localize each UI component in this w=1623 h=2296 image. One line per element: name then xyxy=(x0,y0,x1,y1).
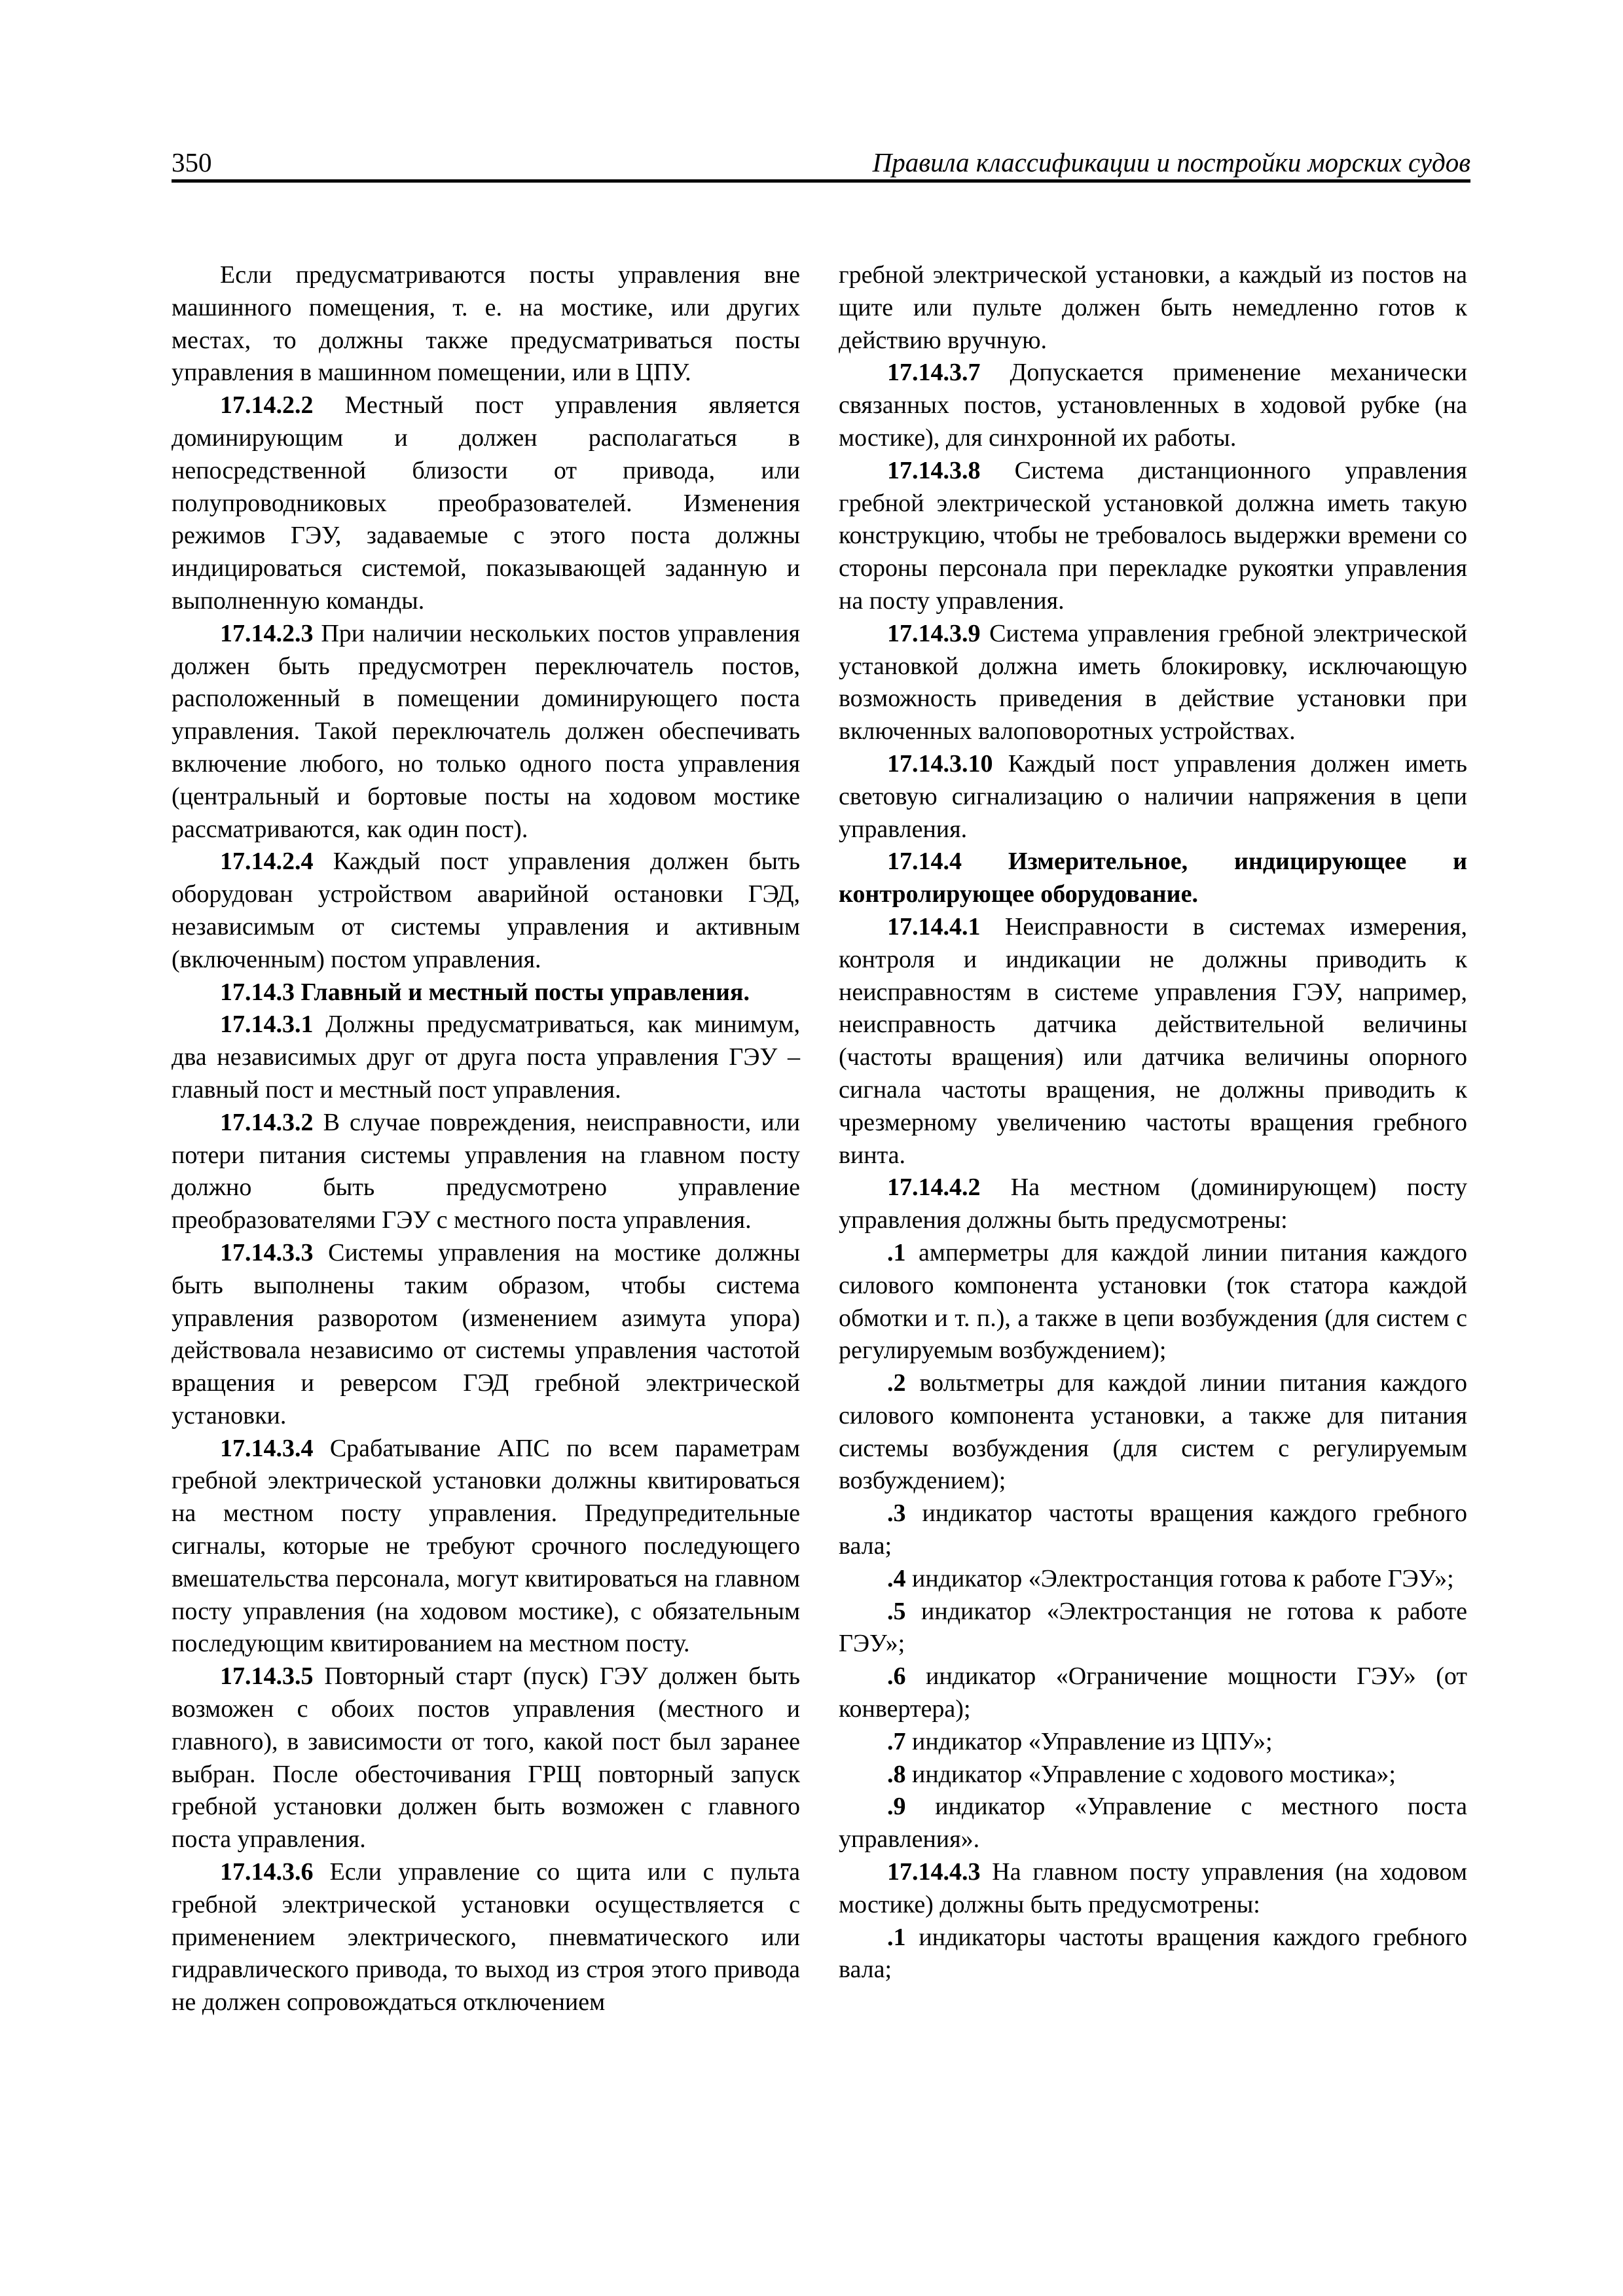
paragraph-text: Должны предусматриваться, как минимум, два независимых друг от друга поста управления ГЭУ – главный пост и местный пост управления. xyxy=(172,1011,800,1103)
list-item-text: индикатор частоты вращения каждого гребного вала; xyxy=(839,1499,1467,1560)
item-number: .8 xyxy=(887,1760,906,1788)
item-number: .7 xyxy=(887,1727,906,1755)
page-number: 350 xyxy=(172,147,212,177)
paragraph xyxy=(172,389,800,618)
section-heading xyxy=(172,977,800,1009)
clause-number: 17.14.4.1 xyxy=(887,912,981,941)
list-item xyxy=(839,1498,1467,1563)
paragraph xyxy=(172,1009,800,1106)
paragraph-text: На местном (доминирующем) посту управления должны быть предусмотрены: xyxy=(839,1174,1467,1234)
paragraph-text: Системы управления на мостике должны быть выполнены таким образом, чтобы система управления разворотом (изменением азимута упора) действовала независимо от системы управления частотой вращения и реверсом ГЭД гребной электрической установки. xyxy=(172,1238,800,1429)
paragraph xyxy=(172,1237,800,1433)
paragraph xyxy=(172,1660,800,1856)
clause-number: 17.14.3.10 xyxy=(887,749,993,778)
paragraph xyxy=(839,357,1467,454)
list-item xyxy=(839,1791,1467,1856)
list-item xyxy=(839,1237,1467,1367)
item-number: .2 xyxy=(887,1369,906,1397)
list-item xyxy=(839,1596,1467,1661)
clause-number: 17.14.3.1 xyxy=(220,1011,314,1039)
clause-number: 17.14.3.6 xyxy=(220,1858,314,1886)
paragraph xyxy=(172,618,800,846)
list-item xyxy=(839,1759,1467,1791)
paragraph-text: На главном посту управления (на ходовом мостике) должны быть предусмотрены: xyxy=(839,1858,1467,1918)
paragraph xyxy=(839,259,1467,357)
list-item xyxy=(839,1660,1467,1726)
item-number: .1 xyxy=(887,1238,906,1266)
item-number: .3 xyxy=(887,1499,906,1528)
paragraph xyxy=(839,748,1467,846)
item-number: .5 xyxy=(887,1597,906,1625)
paragraph xyxy=(172,1433,800,1661)
paragraph xyxy=(839,911,1467,1172)
clause-number: 17.14.3.2 xyxy=(220,1108,314,1136)
clause-number: 17.14.3.4 xyxy=(220,1434,314,1462)
paragraph xyxy=(839,1172,1467,1237)
clause-number: 17.14.3.5 xyxy=(220,1662,314,1691)
list-item xyxy=(839,1563,1467,1596)
paragraph-text: Повторный старт (пуск) ГЭУ должен быть возможен с обоих постов управления (местного и главного), в зависимости от того, какой пост был заранее выбран. После обесточивания ГРЩ повторный запуск гребной установки должен быть возможен с главного поста управления. xyxy=(172,1662,800,1854)
clause-number: 17.14.3.8 xyxy=(887,456,981,484)
list-item xyxy=(839,1367,1467,1498)
paragraph-text: Каждый пост управления должен быть оборудован устройством аварийной остановки ГЭД, независимым от системы управления и активным (включенным) постом управления. xyxy=(172,848,800,973)
page-header xyxy=(172,145,1470,178)
list-item-text: индикаторы частоты вращения каждого гребного вала; xyxy=(839,1923,1467,1984)
list-item-text: вольтметры для каждой линии питания каждого силового компонента установки, а также для питания системы возбуждения (для систем с регулируемым возбуждением); xyxy=(839,1369,1467,1495)
paragraph xyxy=(839,618,1467,748)
clause-number: 17.14.2.4 xyxy=(220,848,314,876)
list-item-text: амперметры для каждой линии питания каждого силового компонента установки (ток статора каждой обмотки и т. п.), а также в цепи возбуждения (для систем с регулируемым возбуждением); xyxy=(839,1238,1467,1365)
paragraph-text: Если управление со щита или с пульта гребной электрической установки осуществляется с применением электрического, пневматического или гидравлического привода, то выход из строя этого привода не должен сопровождаться отключением xyxy=(172,1858,800,2017)
paragraph-text: Каждый пост управления должен иметь световую сигнализацию о наличии напряжения в цепи управления. xyxy=(839,749,1467,843)
clause-number: 17.14.2.3 xyxy=(220,619,314,647)
paragraph xyxy=(839,455,1467,618)
section-heading-text: 17.14.3 Главный и местный посты управления. xyxy=(220,978,750,1006)
header-rule xyxy=(172,179,1470,183)
clause-number: 17.14.3.9 xyxy=(887,619,981,647)
right-column xyxy=(839,259,1467,1986)
paragraph-text: Местный пост управления является доминирующим и должен располагаться в непосредственной близости от привода, или полупроводниковых преобразователей. Изменения режимов ГЭУ, задаваемые с этого поста должны индицироваться системой, показывающей заданную и выполненную команды. xyxy=(172,391,800,615)
paragraph xyxy=(172,1107,800,1237)
running-title: Правила классификации и постройки морских судов xyxy=(872,147,1470,177)
paragraph-text: Неисправности в системах измерения, контроля и индикации не должны приводить к неисправностям в системе управления ГЭУ, например, неисправность датчика действительной величины (частоты вращения) или датчика величины опорного сигнала частоты вращения, не должны приводить к чрезмерному увеличению частоты вращения гребного винта. xyxy=(839,912,1467,1169)
paragraph xyxy=(172,1856,800,2019)
item-number: .1 xyxy=(887,1923,906,1951)
paragraph xyxy=(172,846,800,976)
left-column xyxy=(172,259,800,2019)
section-heading-text: 17.14.4 Измерительное, индицирующее и контролирующее оборудование. xyxy=(839,848,1467,908)
clause-number: 17.14.3.7 xyxy=(887,359,981,387)
paragraph xyxy=(172,259,800,389)
list-item-text: индикатор «Управление с ходового мостика»; xyxy=(905,1760,1396,1788)
clause-number: 17.14.4.2 xyxy=(887,1174,981,1202)
clause-number: 17.14.3.3 xyxy=(220,1238,314,1266)
section-heading xyxy=(839,846,1467,911)
paragraph-text: При наличии нескольких постов управления должен быть предусмотрен переключатель постов, расположенный в помещении доминирующего поста управления. Такой переключатель должен обеспечивать включение любого, но только одного поста управления (центральный и бортовые посты на ходовом мостике рассматриваются, как один пост). xyxy=(172,619,800,843)
item-number: .9 xyxy=(887,1793,906,1821)
paragraph-text: Срабатывание АПС по всем параметрам гребной электрической установки должны квитироваться на местном посту управления. Предупредительные сигналы, которые не требуют срочного последующего вмешательства персонала, могут квитироваться на главном посту управления (на ходовом мостике), с обязательным последующим квитированием на местном посту. xyxy=(172,1434,800,1658)
paragraph-text: гребной электрической установки, а каждый из постов на щите или пульте должен быть немедленно готов к действию вручную. xyxy=(839,261,1467,354)
paragraph-text: В случае повреждения, неисправности, или потери питания системы управления на главном посту должно быть предусмотрено управление преобразователями ГЭУ с местного поста управления. xyxy=(172,1108,800,1234)
paragraph-text: Система дистанционного управления гребной электрической установкой должна иметь такую конструкцию, чтобы не требовалось выдержки времени со стороны персонала при перекладке рукоятки управления на посту управления. xyxy=(839,456,1467,615)
paragraph-text: Допускается применение механически связанных постов, установленных в ходовой рубке (на мостике), для синхронной их работы. xyxy=(839,359,1467,452)
list-item-text: индикатор «Управление из ЦПУ»; xyxy=(905,1727,1273,1755)
paragraph-text: Если предусматриваются посты управления вне машинного помещения, т. е. на мостике, или других местах, то должны также предусматриваться посты управления в машинном помещении, или в ЦПУ. xyxy=(172,261,800,387)
list-item-text: индикатор «Ограничение мощности ГЭУ» (от конвертера); xyxy=(839,1662,1467,1723)
clause-number: 17.14.4.3 xyxy=(887,1858,981,1886)
list-item xyxy=(839,1922,1467,1987)
item-number: .4 xyxy=(887,1564,906,1592)
list-item xyxy=(839,1726,1467,1759)
list-item-text: индикатор «Электростанция готова к работе ГЭУ»; xyxy=(905,1564,1454,1592)
list-item-text: индикатор «Управление с местного поста управления». xyxy=(839,1793,1467,1854)
list-item-text: индикатор «Электростанция не готова к работе ГЭУ»; xyxy=(839,1597,1467,1658)
paragraph-text: Система управления гребной электрической установкой должна иметь блокировку, исключающую возможность приведения в действие установки при включенных валоповоротных устройствах. xyxy=(839,619,1467,745)
clause-number: 17.14.2.2 xyxy=(220,391,314,420)
item-number: .6 xyxy=(887,1662,906,1691)
paragraph xyxy=(839,1856,1467,1922)
